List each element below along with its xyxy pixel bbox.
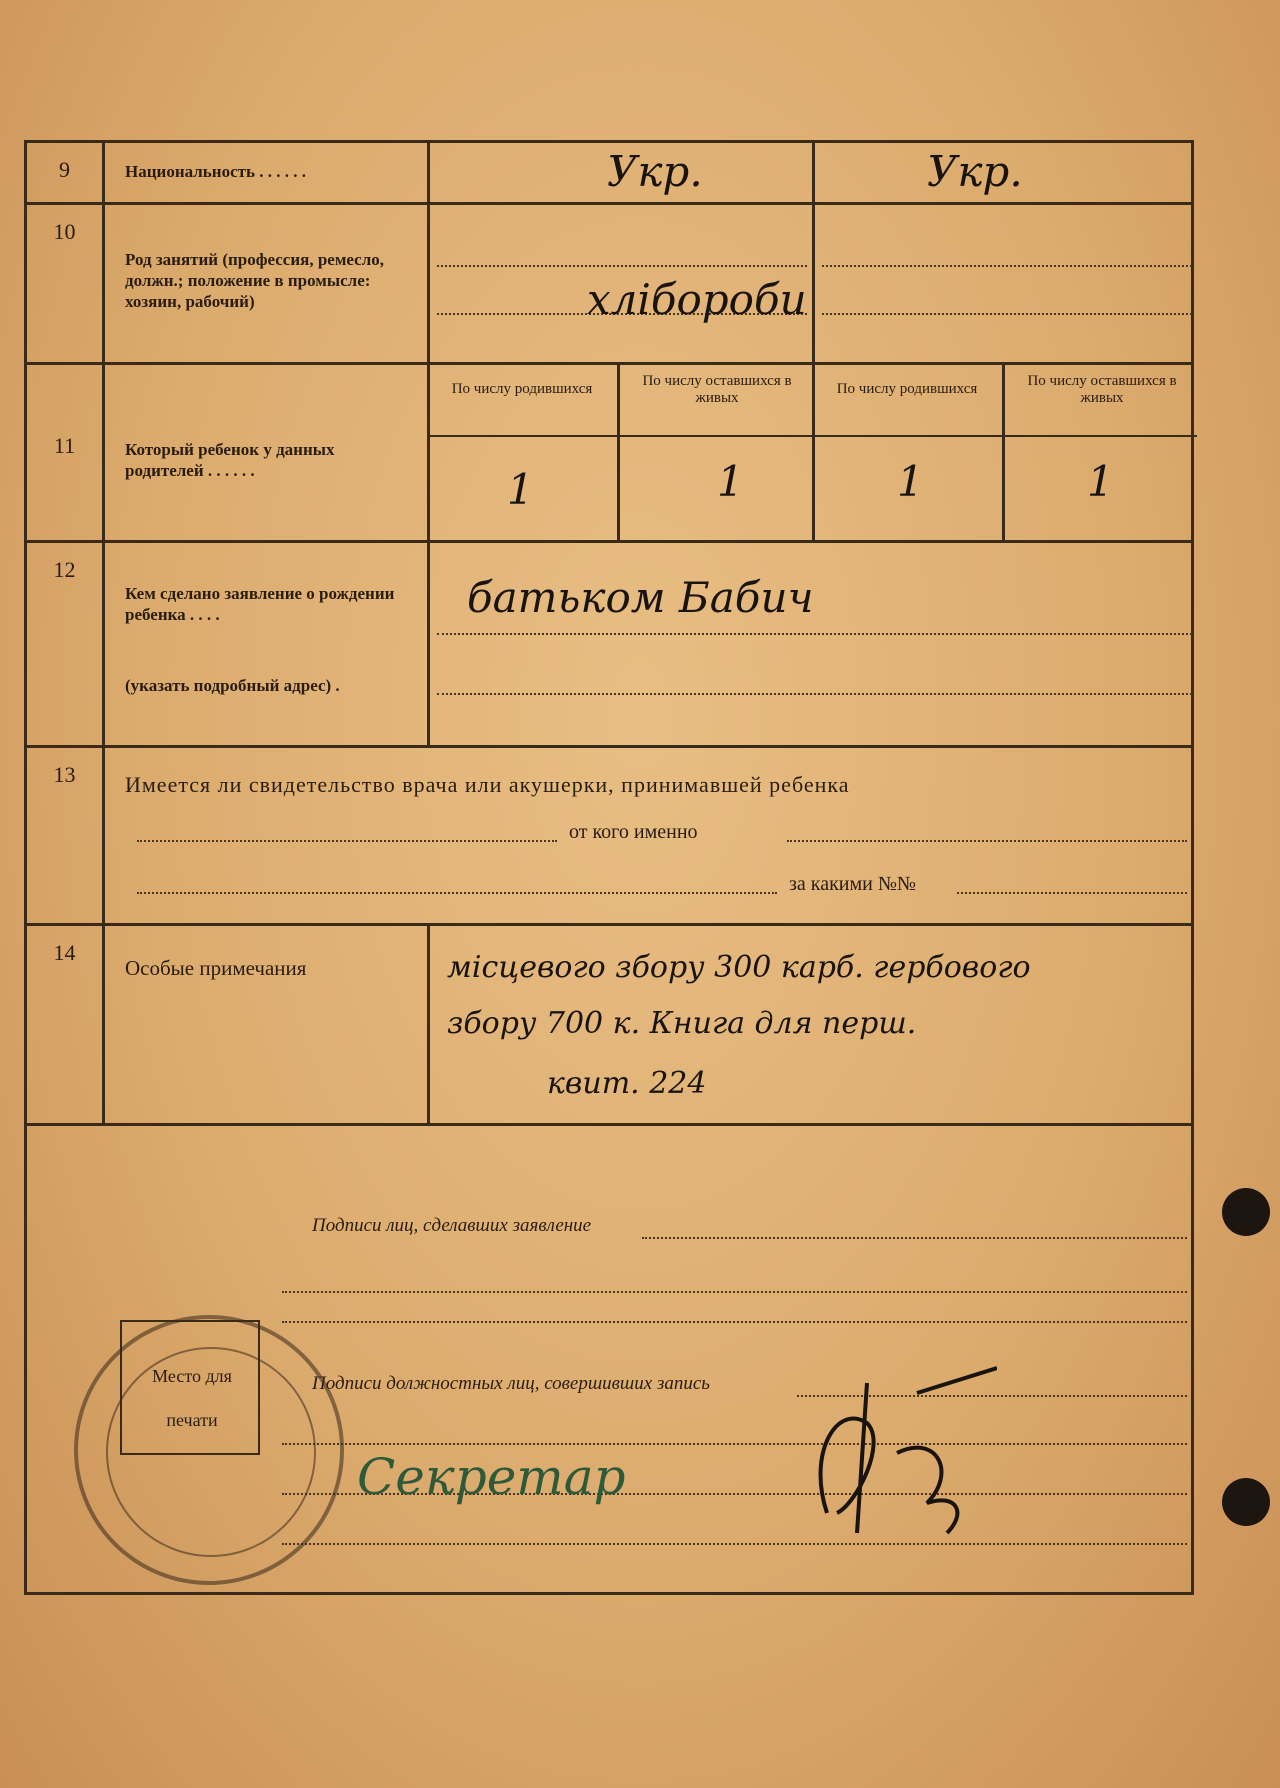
applicant-label: Кем сделано заявление о рождении ребенка . . . . (125, 584, 395, 624)
header-mother-alive: По числу оставшихся в живых (1027, 373, 1177, 406)
row-number: 14 (27, 926, 105, 1123)
binding-hole-top (1222, 1188, 1270, 1236)
row-number: 10 (27, 205, 105, 362)
row-occupation (27, 205, 1191, 365)
row-certificate (27, 748, 1191, 926)
row-notes (27, 926, 1191, 1126)
notes-line-3: квит. 224 (547, 1066, 707, 1101)
numbers-label: за какими №№ (789, 873, 917, 895)
occupation-label: Род занятий (профессия, ремесло, должн.; положение в промысле: хозяин, рабочий) (125, 250, 385, 311)
notes-line-1: місцевого збору 300 карб. гербового (447, 950, 1031, 985)
binding-hole-bottom (1222, 1478, 1270, 1526)
row-child-order (27, 365, 1191, 543)
official-signature (797, 1363, 997, 1543)
notes-line-2: збору 700 к. Книга для перш. (447, 1006, 917, 1041)
secretary-signature: Секретар (357, 1448, 626, 1506)
header-mother-born: По числу родившихся (836, 381, 978, 397)
header-father-born: По числу родившихся (451, 381, 593, 397)
header-father-alive: По числу оставшихся в живых (642, 373, 792, 406)
child-order-label: Который ребенок у данных родителей . . . . . . (125, 440, 335, 480)
certificate-question: Имеется ли свидетельство врача или акушерки, принимавшей ребенка (125, 772, 850, 797)
row-number: 12 (27, 543, 105, 745)
applicants-signature-label: Подписи лиц, сделавших заявление (312, 1215, 592, 1236)
officials-signature-label: Подписи должностных лиц, совершивших запись (312, 1373, 710, 1394)
address-label: (указать подробный адрес) . (125, 676, 340, 695)
notes-label: Особые примечания (125, 956, 307, 980)
count-3: 1 (897, 457, 924, 506)
row-applicant (27, 543, 1191, 748)
applicant-value: батьком Бабич (467, 573, 814, 622)
stamp-box (120, 1320, 260, 1455)
from-whom-label: от кого именно (569, 821, 698, 843)
count-2: 1 (717, 457, 744, 506)
count-4: 1 (1087, 457, 1114, 506)
row-number: 9 (27, 143, 105, 202)
row-number: 11 (27, 365, 105, 540)
count-1: 1 (507, 465, 534, 514)
stamp-label: Место для печати (152, 1366, 232, 1430)
nationality-label: Национальность . . . . . . (125, 162, 306, 181)
occupation-value: хлібороби (587, 275, 807, 324)
row-number: 13 (27, 748, 105, 923)
nationality-father: Укр. (607, 147, 703, 196)
row-nationality (27, 143, 1191, 205)
nationality-mother: Укр. (927, 147, 1023, 196)
